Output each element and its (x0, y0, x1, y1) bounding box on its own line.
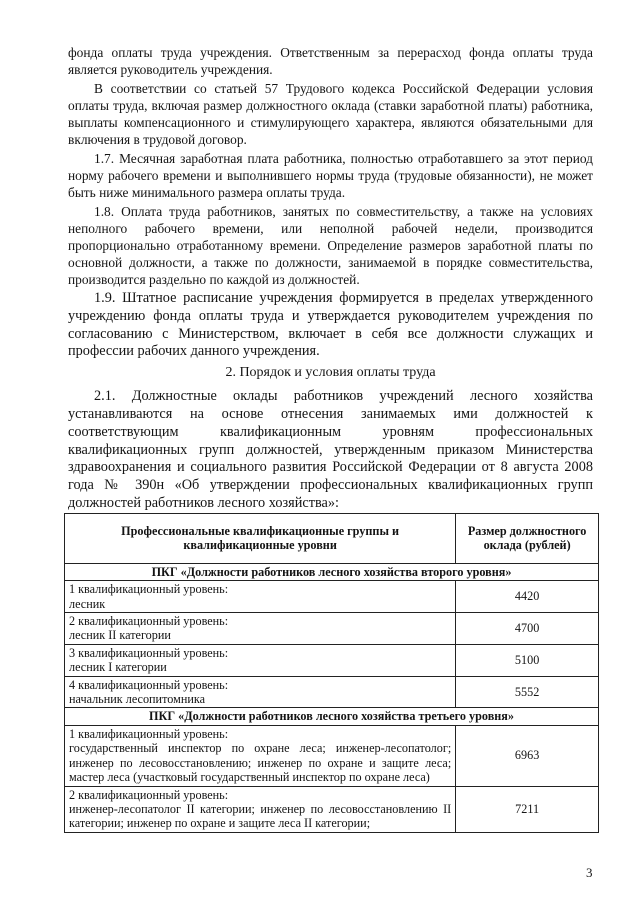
qualification-cell (65, 581, 456, 613)
level-label: 2 квалификационный уровень: (69, 787, 229, 802)
paragraph-2-1: 2.1. Должностные оклады работников учреждений лесного хозяйства устанавливаются на основе отнесения занимаемых ими должностей к соответствующим квалификационным уровням профессиональных квалификационных групп должностей, утвержденным приказом Министерства здравоохранения и социального развития Российской Федерации от 8 августа 2008 года № 390н «Об утверждении профессиональных квалификационных групп должностей работников лесного хозяйства»: (68, 388, 593, 511)
table-row (65, 725, 599, 786)
qualification-cell (65, 644, 456, 676)
level-label: 1 квалификационный уровень: (69, 582, 229, 597)
position-text: лесник (69, 596, 106, 611)
qualification-cell (65, 613, 456, 645)
qualification-cell (65, 786, 456, 832)
level-label: 1 квалификационный уровень: (69, 726, 229, 741)
paragraph-1-8: 1.8. Оплата труда работников, занятых по совместительству, а также на условиях неполного рабочего времени, или неполной рабочей недели, производится пропорционально отработанному времени. Определение размеров заработной платы по основной должности, а также по должности, занимаемой в порядке совместительства, производится раздельно по каждой из должностей. (68, 204, 593, 287)
salary-value: 7211 (456, 786, 599, 832)
position-text: инженер-лесопатолог II категории; инженер по лесовосстановлению II категории; инженер по охране и защите леса II категории; (69, 801, 452, 831)
level-label: 4 квалификационный уровень: (69, 677, 229, 692)
group-row (65, 708, 599, 725)
table-row (65, 786, 599, 832)
table-row (65, 581, 599, 613)
position-text: лесник I категории (69, 660, 167, 675)
table-row (65, 613, 599, 645)
paragraph-continuation: фонда оплаты труда учреждения. Ответственным за перерасход фонда оплаты труда является руководитель учреждения. (68, 45, 593, 77)
table-row (65, 676, 599, 708)
header-qualification-groups: Профессиональные квалификационные группы и квалификационные уровни (65, 514, 456, 564)
qualification-cell (65, 725, 456, 786)
group-row (65, 563, 599, 580)
header-salary-size: Размер должностного оклада (рублей) (456, 514, 599, 564)
position-text: начальник лесопитомника (69, 692, 206, 707)
salary-value: 4420 (456, 581, 599, 613)
position-text: государственный инспектор по охране леса; инженер-лесопатолог; инженер по лесовосстановлению; инженер по охране и защите леса; мастер леса (участковый государственный инспектор по охране леса) (69, 741, 452, 785)
paragraph-article-57: В соответствии со статьей 57 Трудового кодекса Российской Федерации условия оплаты труда, включая размер должностного оклада (ставки заработной платы) работника, выплаты компенсационного и стимулирующего характера, являются обязательными для включения в трудовой договор. (68, 81, 593, 147)
level-label: 2 квалификационный уровень: (69, 614, 229, 629)
salary-value: 5100 (456, 644, 599, 676)
salary-table (64, 513, 599, 833)
section-title: 2. Порядок и условия оплаты труда (225, 365, 436, 381)
salary-value: 4700 (456, 613, 599, 645)
group-third-level: ПКГ «Должности работников лесного хозяйства третьего уровня» (65, 708, 599, 725)
qualification-cell (65, 676, 456, 708)
salary-value: 6963 (456, 725, 599, 786)
level-label: 3 квалификационный уровень: (69, 645, 229, 660)
group-second-level: ПКГ «Должности работников лесного хозяйства второго уровня» (65, 563, 599, 580)
table-header-row (65, 514, 599, 564)
position-text: лесник II категории (69, 628, 171, 643)
salary-value: 5552 (456, 676, 599, 708)
paragraph-1-7: 1.7. Месячная заработная плата работника, полностью отработавшего за этот период норму рабочего времени и выполнившего нормы труда (трудовые обязанности), не может быть ниже минимального размера оплаты труда. (68, 151, 593, 200)
paragraph-1-9: 1.9. Штатное расписание учреждения формируется в пределах утвержденного учреждению фонда оплаты труда и утверждается руководителем учреждения по согласованию с Министерством, включает в себя все должности служащих и профессии рабочих данного учреждения. (68, 290, 593, 360)
page-number: 3 (586, 865, 593, 880)
table-row (65, 644, 599, 676)
document-page (68, 44, 593, 515)
